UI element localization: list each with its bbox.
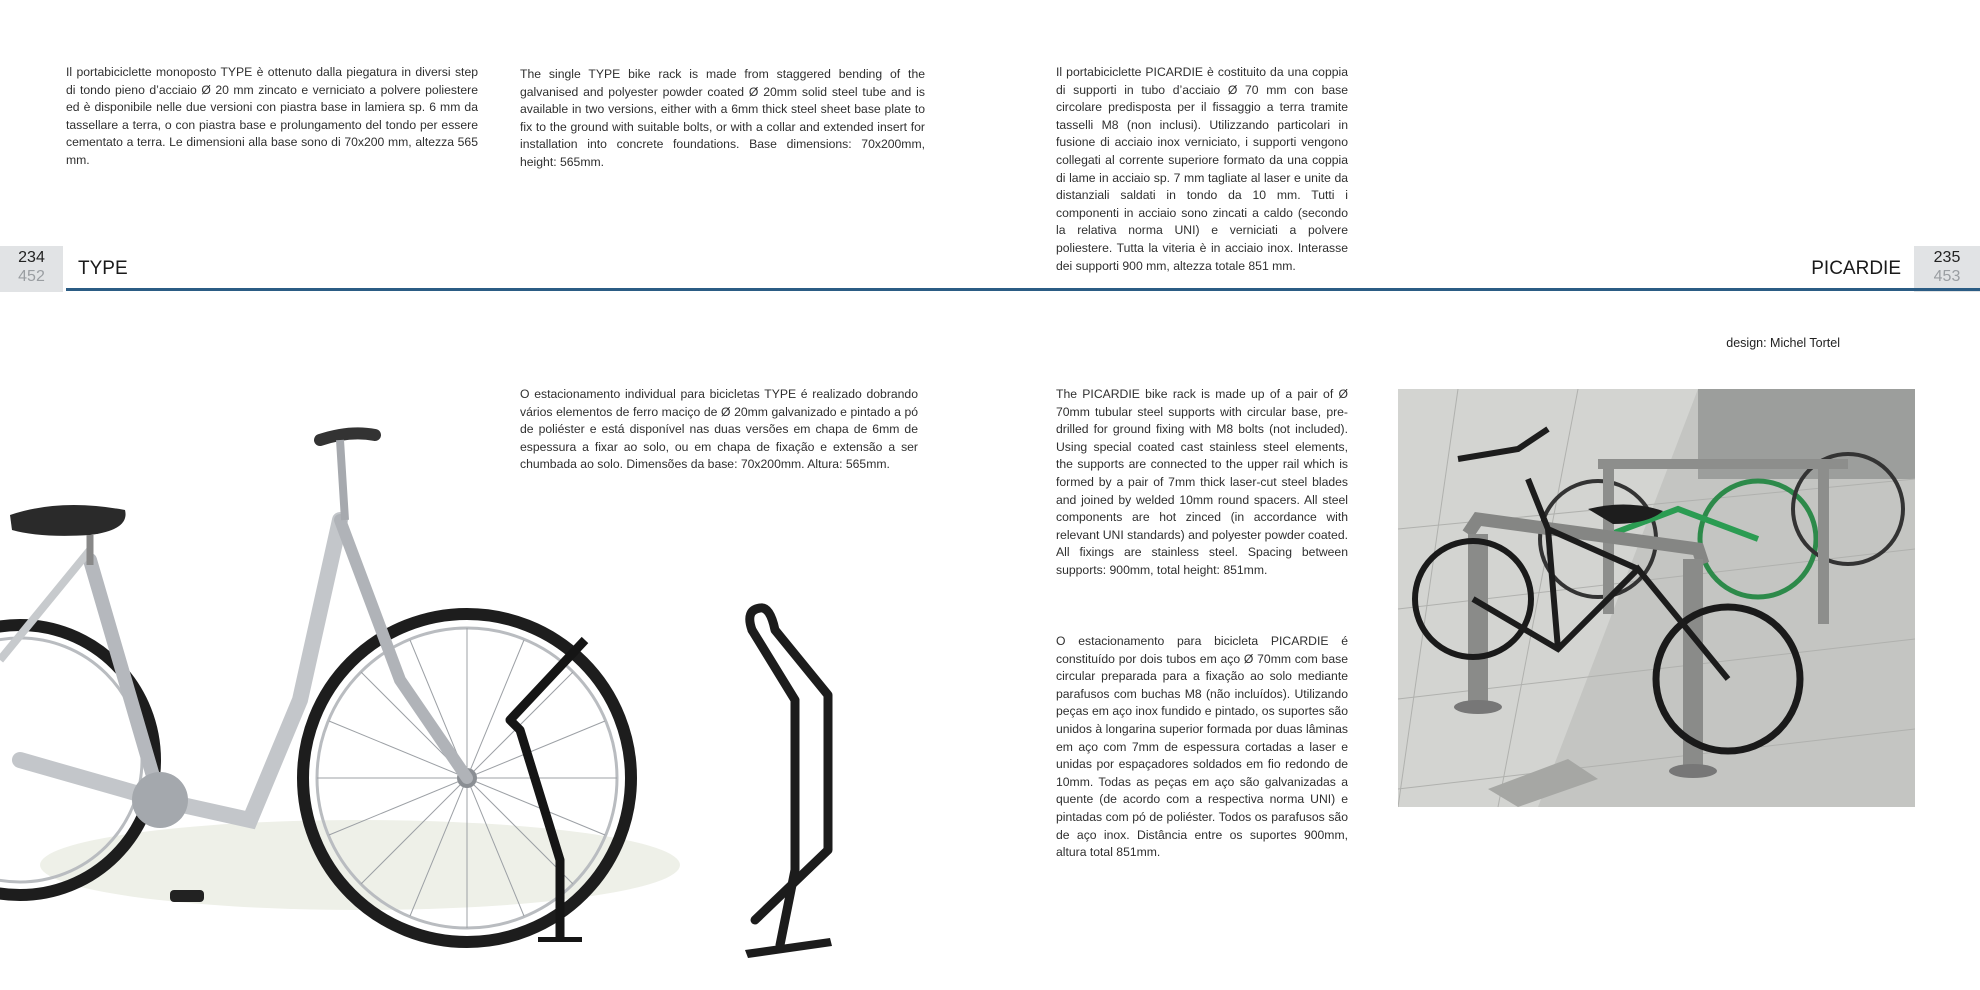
picardie-description-english: The PICARDIE bike rack is made up of a pair of Ø 70mm tubular steel supports with circular base, pre-drilled for ground fixing with M8 bolts (not included). Using special coated cast stainless steel elements, the supports are connected to the upper rail which is formed by a pair of 7mm thick laser-cut steel blades and joined by welded 10mm round spacers. All steel components are hot zinced (in accordance with relevant UNI standards) and polyester powder coated. All fixings are stainless steel. Spacing between supports: 900mm, total height: 851mm.: [1056, 387, 1348, 577]
left-page-number: 234: [18, 249, 45, 266]
type-description-italian: Il portabiciclette monoposto TYPE è ottenuto dalla piegatura in diversi step di tondo pieno d’acciaio Ø 20 mm zincato e verniciato a polvere poliestere ed è disponibile nelle due versioni con piastra base in lamiera sp. 6 mm da tassellare a terra, o con piastra base e prolungamento del tondo per essere cementato a terra. Le dimensioni alla base sono di 70x200 mm, altezza 565 mm.: [66, 65, 478, 167]
right-page-number: 235: [1933, 249, 1961, 266]
header-rule: [66, 288, 1980, 291]
type-rack-with-bicycle-image: [0, 400, 690, 990]
picardie-rack-photo: [1398, 389, 1915, 807]
left-page-number-total: 452: [18, 268, 45, 285]
type-description-english: The single TYPE bike rack is made from staggered bending of the galvanised and polyester powder coated Ø 20mm solid steel tube and is available in two versions, either with a 6mm thick steel sheet base plate to fix to the ground with suitable bolts, or with a collar and extended insert for installation into concrete foundations. Base dimensions: 70x200mm, height: 565mm.: [520, 67, 925, 169]
left-page-title: TYPE: [78, 258, 128, 279]
picardie-description-portuguese: O estacionamento para bicicleta PICARDIE é constituído por dois tubos em aço Ø 70mm com base circular preparada para a fixação ao solo mediante parafusos com buchas M8 (não incluídos). Utilizando peças em aço inox fundido e pintado, os suportes são unidos à longarina superior formada por duas lâminas em aço com 7mm de espessura cortadas a laser e unidas por espaçadores soldados em fio redondo de 10mm. Todas as peças em aço são galvanizadas a quente (de acordo com a respectiva norma UNI) e pintadas com pó de poliéster. Todos os parafusos são de aço inox. Distância entre os suportes 900mm, altura total 851mm.: [1056, 634, 1348, 860]
left-page-number-box: [0, 246, 63, 292]
right-page-number-box: [1914, 246, 1980, 292]
right-page-number-total: 453: [1933, 268, 1961, 285]
picardie-description-italian: Il portabiciclette PICARDIE è costituito da una coppia di supporti in tubo d’acciaio Ø 70 mm con base circolare predisposta per il fissaggio a terra tramite tasselli M8 (non inclusi). Utilizzando particolari in fusione di acciaio inox verniciato, i supporti vengono collegati al corrente superiore formato da una coppia di lame in acciaio sp. 7 mm tagliate al laser e unite da distanziali saldati in tondo da 10 mm. Tutti i componenti in acciaio sono zincati a caldo (secondo la relativa norma UNI) e verniciati a polvere poliestere. Tutta la viteria è in acciaio inox. Interasse dei supporti 900 mm, altezza totale 851 mm.: [1056, 65, 1348, 273]
right-page-title: PICARDIE: [1811, 258, 1901, 279]
type-rack-image: [700, 600, 870, 980]
design-credit: design: Michel Tortel: [1726, 336, 1840, 350]
type-description-portuguese: O estacionamento individual para bicicletas TYPE é realizado dobrando vários elementos de ferro maciço de Ø 20mm galvanizado e pintado a pó de poliéster e está disponível nas duas versões em chapa de 6mm de espessura a fixar ao solo, ou em chapa de fixação e extensão a ser chumbada ao solo. Dimensões da base: 70x200mm. Altura: 565mm.: [520, 387, 918, 472]
